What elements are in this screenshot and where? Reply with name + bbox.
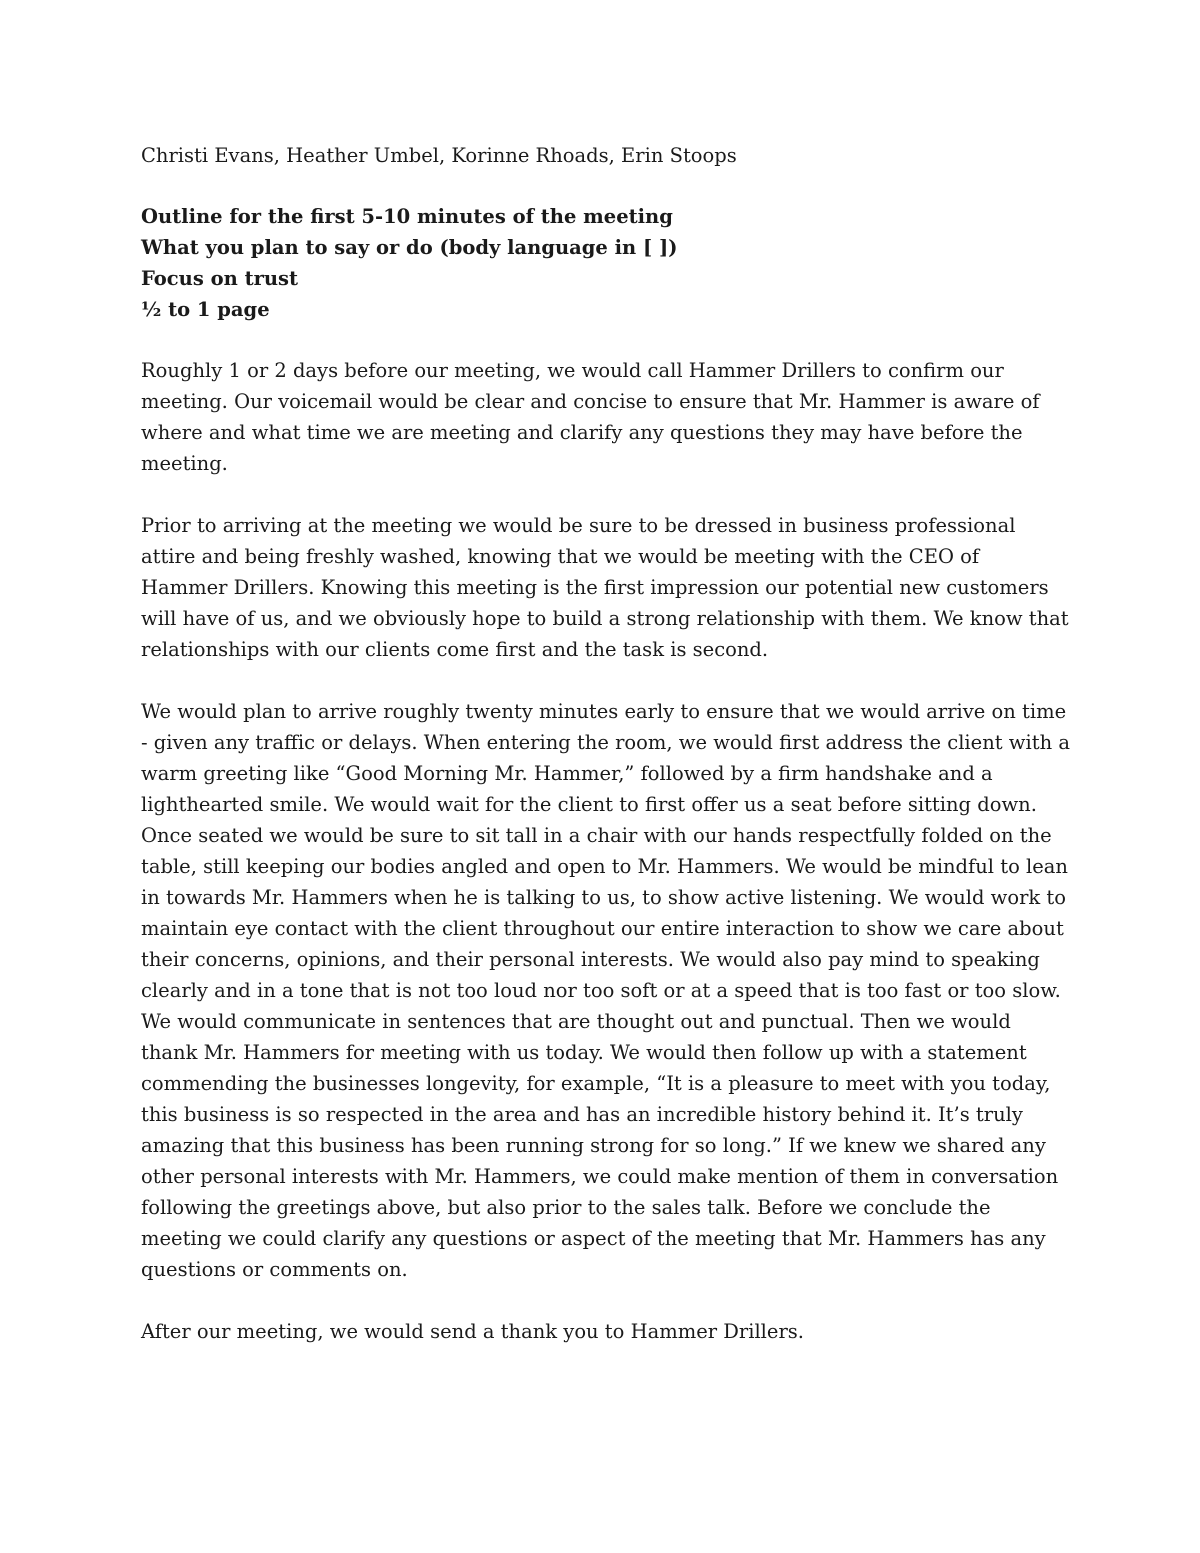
paragraph-follow-up: After our meeting, we would send a thank you to Hammer Drillers. [141,1320,804,1343]
outline-heading-line: What you plan to say or do (body language in [ ]) [141,236,678,259]
paragraph-meeting-conduct: We would plan to arrive roughly twenty minutes early to ensure that we would arrive on time - given any traffic or delays. When entering the room, we would first address the client with a warm greeting like “Good Morning Mr. Hammer,” followed by a firm handshake and a lighthearted smile. We would wait for the client to first offer us a seat before sitting down. Once seated we would be sure to sit tall in a chair with our hands respectfully folded on the table, still keeping our bodies angled and open to Mr. Hammers. We would be mindful to lean in towards Mr. Hammers when he is talking to us, to show active listening. We would work to maintain eye contact with the client throughout our entire interaction to show we care about their concerns, opinions, and their personal interests. We would also pay mind to speaking clearly and in a tone that is not too loud nor too soft or at a speed that is too fast or too slow. We would communicate in sentences that are thought out and punctual. Then we would thank Mr. Hammers for meeting with us today. We would then follow up with a statement commending the businesses longevity, for example, “It is a pleasure to meet with you today, this business is so respected in the area and has an incredible history behind it. It’s truly amazing that this business has been running strong for so long.” If we knew we shared any other personal interests with Mr. Hammers, we could make mention of them in conversation following the greetings above, but also prior to the sales talk. Before we conclude the meeting we could clarify any questions or aspect of the meeting that Mr. Hammers has any questions or comments on. [141,700,1070,1281]
author-names: Christi Evans, Heather Umbel, Korinne Rhoads, Erin Stoops [141,144,737,167]
outline-heading-line: Focus on trust [141,267,299,290]
assignment-outline [141,201,1071,325]
paragraph-before-arrival: Prior to arriving at the meeting we would be sure to be dressed in business professional attire and being freshly washed, knowing that we would be meeting with the CEO of Hammer Drillers. Knowing this meeting is the first impression our potential new customers will have of us, and we obviously hope to build a strong relationship with them. We know that relationships with our clients come first and the task is second. [141,514,1069,661]
outline-heading-line: Outline for the first 5-10 minutes of the meeting [141,205,673,228]
document-body [141,140,1071,1378]
paragraph-confirm-meeting: Roughly 1 or 2 days before our meeting, we would call Hammer Drillers to confirm our meeting. Our voicemail would be clear and concise to ensure that Mr. Hammer is aware of where and what time we are meeting and clarify any questions they may have before the meeting. [141,359,1040,475]
outline-heading-line: ½ to 1 page [141,298,270,321]
